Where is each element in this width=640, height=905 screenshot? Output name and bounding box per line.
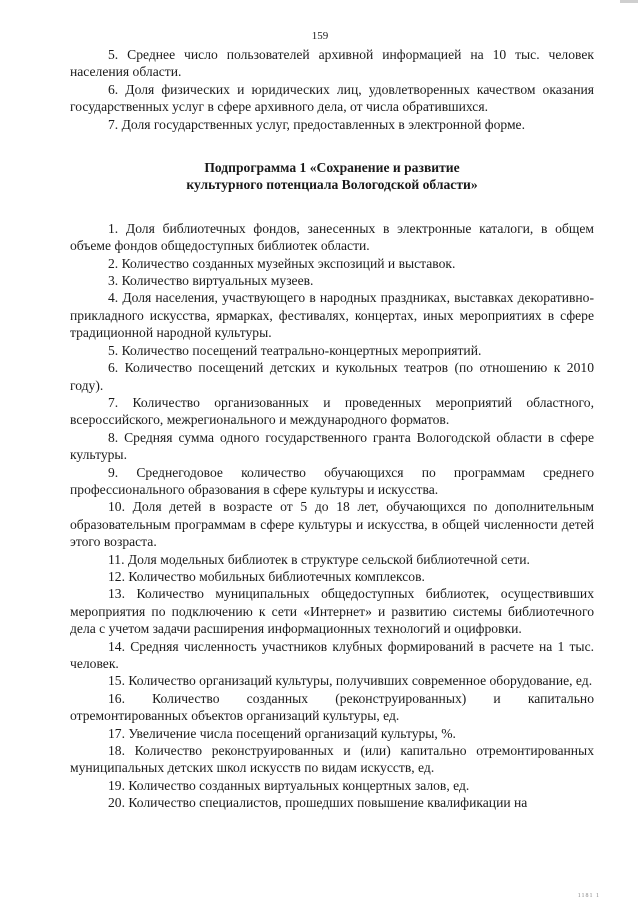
list-item: 7. Доля государственных услуг, предоставленных в электронной форме. bbox=[108, 116, 525, 132]
subprogram-heading bbox=[70, 159, 594, 194]
list-item: 11. Доля модельных библиотек в структуре сельской библиотечной сети. bbox=[108, 551, 530, 567]
list-item: 5. Количество посещений театрально-концертных мероприятий. bbox=[108, 342, 482, 358]
list-item: 13. Количество муниципальных общедоступных библиотек, осуществивших мероприятия по подключению к сети «Интернет» и развитию системы библиотечного дела с учетом задачи расширения информационных технологий и оцифровки. bbox=[70, 586, 594, 637]
list-item: 14. Средняя численность участников клубных формирований в расчете на 1 тыс. человек. bbox=[70, 638, 594, 671]
list-item: 20. Количество специалистов, прошедших повышение квалификации на bbox=[108, 795, 528, 811]
scan-artifact bbox=[620, 0, 638, 3]
page-number: 159 bbox=[311, 30, 329, 42]
list-item: 4. Доля населения, участвующего в народных праздниках, выставках декоративно-прикладного искусства, ярмарках, фестивалях, концертах, иных мероприятиях в сфере традиционной народной культуры. bbox=[70, 290, 594, 341]
list-item: 5. Среднее число пользователей архивной информацией на 10 тыс. человек населения области. bbox=[70, 47, 594, 80]
list-item: 12. Количество мобильных библиотечных комплексов. bbox=[108, 568, 425, 584]
paragraph-list-after bbox=[70, 220, 594, 812]
heading-line-2: культурного потенциала Вологодской области» bbox=[186, 177, 478, 193]
list-item: 19. Количество созданных виртуальных концертных залов, ед. bbox=[108, 777, 470, 793]
footer-mark: 1181 1 bbox=[577, 893, 600, 899]
list-item: 16. Количество созданных (реконструированных) и капитально отремонтированных объектов организаций культуры, ед. bbox=[70, 690, 594, 724]
list-item: 8. Средняя сумма одного государственного гранта Вологодской области в сфере культуры. bbox=[70, 429, 594, 463]
list-item: 9. Среднегодовое количество обучающихся по программам среднего профессионального образования в сфере культуры и искусства. bbox=[70, 464, 594, 497]
list-item: 2. Количество созданных музейных экспозиций и выставок. bbox=[108, 255, 456, 271]
list-item: 17. Увеличение числа посещений организаций культуры, %. bbox=[108, 725, 456, 741]
list-item: 7. Количество организованных и проведенных мероприятий областного, всероссийского, межрегионального и международного форматов. bbox=[70, 394, 594, 428]
list-item: 6. Количество посещений детских и кукольных театров (по отношению к 2010 году). bbox=[70, 360, 594, 393]
list-item: 15. Количество организаций культуры, получивших современное оборудование, ед. bbox=[108, 673, 593, 689]
paragraph-list-before bbox=[70, 46, 594, 133]
list-item: 10. Доля детей в возрасте от 5 до 18 лет, обучающихся по дополнительным образовательным программам в сфере культуры и искусства, в общей численности детей этого возраста. bbox=[70, 499, 594, 550]
heading-line-1: Подпрограмма 1 «Сохранение и развитие bbox=[204, 160, 460, 176]
list-item: 1. Доля библиотечных фондов, занесенных в электронные каталоги, в общем объеме фондов общедоступных библиотек области. bbox=[70, 220, 594, 254]
list-item: 6. Доля физических и юридических лиц, удовлетворенных качеством оказания государственных услуг в сфере архивного дела, от числа обратившихся. bbox=[70, 81, 594, 115]
page-content bbox=[70, 46, 594, 812]
list-item: 18. Количество реконструированных и (или) капитально отремонтированных муниципальных детских школ искусств по видам искусств, ед. bbox=[70, 743, 594, 776]
list-item: 3. Количество виртуальных музеев. bbox=[108, 273, 314, 289]
